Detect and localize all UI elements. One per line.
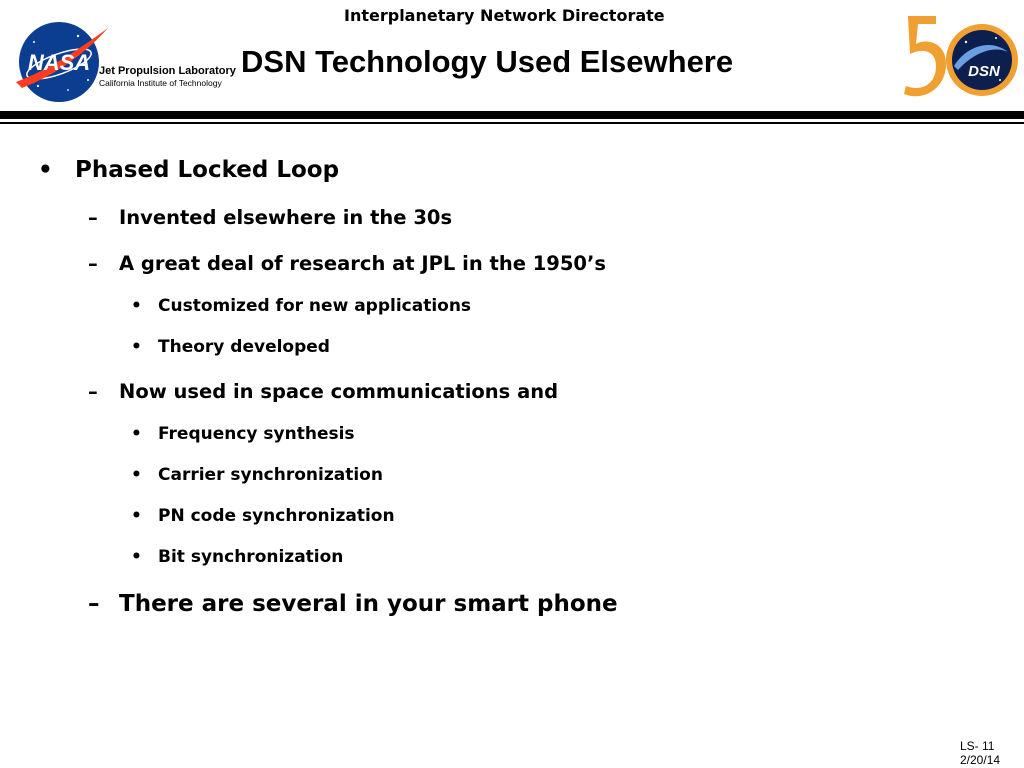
bullet-level2 xyxy=(88,380,558,403)
dash-marker: – xyxy=(88,591,100,617)
header-rule-thick xyxy=(0,111,1024,119)
bullet-level3 xyxy=(131,424,355,444)
bullet-marker: • xyxy=(38,157,53,183)
bullet-level3 xyxy=(131,506,395,526)
bullet-text: A great deal of research at JPL in the 1950’s xyxy=(119,252,607,275)
bullet-level1 xyxy=(38,157,339,183)
nasa-logo xyxy=(8,20,110,104)
bullet-level3 xyxy=(131,547,343,567)
bullet-text: There are several in your smart phone xyxy=(119,591,618,617)
bullet-text: Frequency synthesis xyxy=(158,424,355,444)
bullet-text: Phased Locked Loop xyxy=(75,157,340,183)
slide-number: LS- 11 xyxy=(960,739,995,753)
dash-marker: – xyxy=(88,206,98,229)
dsn-logo-text: DSN xyxy=(968,63,1000,80)
bullet-level2 xyxy=(88,252,606,275)
bullet-text: Carrier synchronization xyxy=(158,465,383,485)
bullet-text: Bit synchronization xyxy=(158,547,344,567)
dsn-50-logo xyxy=(896,6,1020,106)
bullet-marker: • xyxy=(131,465,142,485)
bullet-marker: • xyxy=(131,424,142,444)
slide-title: DSN Technology Used Elsewhere xyxy=(241,44,734,79)
bullet-level3 xyxy=(131,337,330,357)
directorate-label: Interplanetary Network Directorate xyxy=(344,6,665,25)
bullet-level3 xyxy=(131,296,471,316)
bullet-marker: • xyxy=(131,296,142,316)
bullet-level2 xyxy=(88,591,618,617)
bullet-text: Now used in space communications and xyxy=(119,380,559,403)
svg-text:NASA: NASA xyxy=(27,50,91,75)
header-rule-thin xyxy=(0,122,1024,124)
bullet-text: Customized for new applications xyxy=(158,296,472,316)
dash-marker: – xyxy=(88,380,98,403)
bullet-marker: • xyxy=(131,506,142,526)
bullet-level2 xyxy=(88,206,452,229)
bullet-marker: • xyxy=(131,547,142,567)
jpl-wordmark xyxy=(99,65,234,89)
bullet-text: PN code synchronization xyxy=(158,506,395,526)
dash-marker: – xyxy=(88,252,98,275)
jpl-name: Jet Propulsion Laboratory xyxy=(99,65,236,77)
bullet-text: Invented elsewhere in the 30s xyxy=(119,206,453,229)
bullet-level3 xyxy=(131,465,383,485)
caltech-name: California Institute of Technology xyxy=(99,78,222,88)
slide-footer xyxy=(960,739,1020,767)
bullet-text: Theory developed xyxy=(158,337,330,357)
bullet-marker: • xyxy=(131,337,142,357)
slide-date: 2/20/14 xyxy=(960,753,1001,767)
